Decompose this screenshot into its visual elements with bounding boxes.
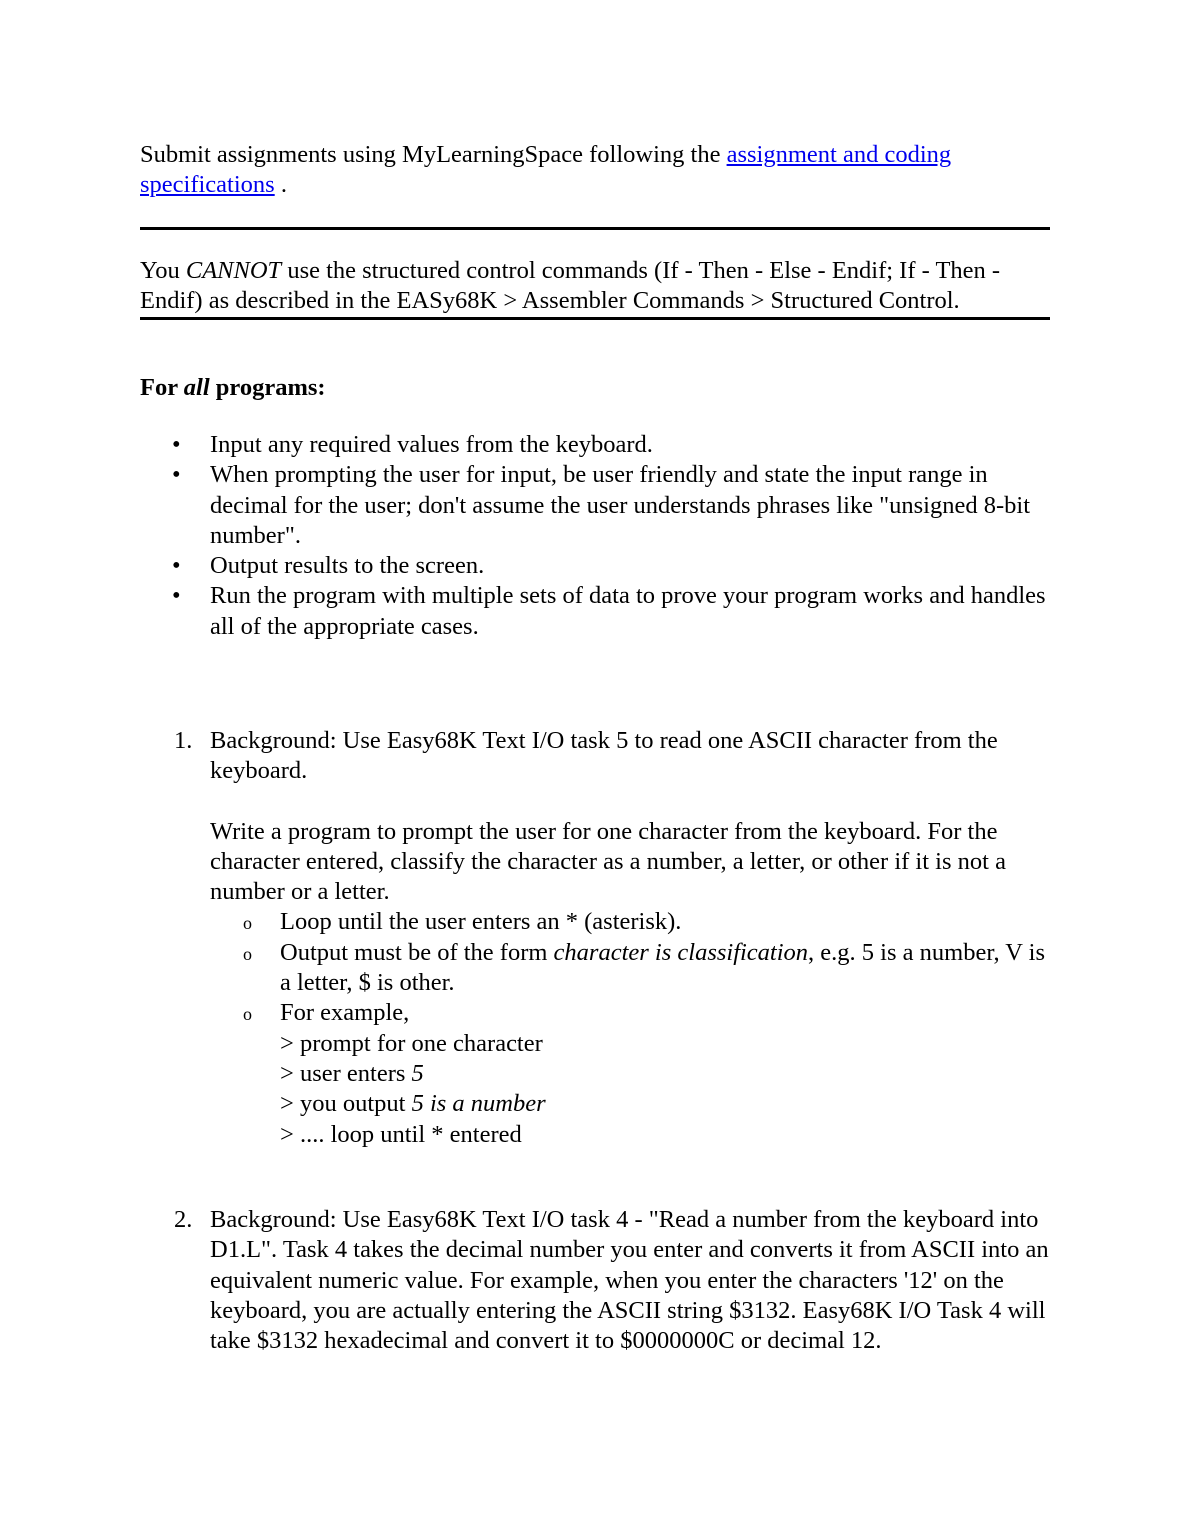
restriction-you: You — [140, 257, 186, 284]
restriction-cannot: CANNOT — [185, 257, 282, 284]
intro-text: Submit assignments using MyLearningSpace following the — [140, 141, 727, 168]
heading-all: all — [183, 374, 210, 401]
example-line-3-value: 5 is a number — [411, 1090, 546, 1118]
circle-bullet-icon: o — [243, 913, 252, 934]
question-number: 1. — [174, 727, 193, 754]
list-item-text: Run the program with multiple sets of data to prove your program works and handles all of the appropriate cases. — [210, 582, 1046, 640]
q1-task: Write a program to prompt the user for one character from the keyboard. For the character entered, classify the character as a number, a letter, or other if it is not a number or a letter. — [210, 817, 1006, 906]
q2-background: Background: Use Easy68K Text I/O task 4 - "Read a number from the keyboard into D1.L". Task 4 takes the decimal number you enter and converts it from ASCII into an equivalent numeric value. For example, when you enter the characters '12' on the keyboard, you are actually entering the ASCII string $3132. Easy68K I/O Task 4 will take $3132 hexadecimal and convert it to $0000000C or decimal 12. — [210, 1206, 1049, 1355]
bullet-icon: • — [172, 431, 181, 458]
sub-item-text: Output must be of the form — [280, 938, 554, 966]
list-item — [140, 460, 1052, 551]
intro-paragraph — [140, 140, 1052, 201]
example-line-1: > prompt for one character — [280, 1029, 543, 1057]
example-line-2-value: 5 — [411, 1059, 424, 1087]
sub-item-text: For example, — [280, 999, 410, 1027]
example-line-4: > .... loop until * entered — [280, 1120, 522, 1148]
sub-item-emphasis: character is classification — [553, 938, 809, 966]
sub-list-item — [210, 907, 1052, 937]
list-item-text: Output results to the screen. — [210, 552, 485, 580]
list-item — [140, 430, 1052, 460]
circle-bullet-icon: o — [243, 1004, 252, 1025]
question-number: 2. — [174, 1206, 193, 1233]
requirements-list — [140, 430, 1052, 642]
example-line-3: > you output — [280, 1090, 412, 1118]
intro-text-end: . — [274, 171, 287, 199]
list-item — [140, 581, 1052, 642]
sub-item-text: Loop until the user enters an * (asterisk). — [280, 908, 682, 936]
restriction-text: use the structured control commands (If - Then - Else - Endif; If - Then - Endif) as described in the EASy68K > Assembler Commands > Structured Control. — [140, 257, 1001, 315]
bullet-icon: • — [172, 461, 181, 489]
list-item-text: When prompting the user for input, be user friendly and state the input range in decimal for the user; don't assume the user understands phrases like "unsigned 8-bit number". — [210, 461, 1030, 549]
example-line-2: > user enters — [280, 1059, 412, 1087]
restriction-paragraph — [140, 256, 1052, 317]
heading-rest: programs: — [209, 374, 326, 401]
q1-background: Background: Use Easy68K Text I/O task 5 to read one ASCII character from the keyboard. — [210, 727, 998, 785]
horizontal-rule-bottom — [140, 317, 1050, 320]
question-2 — [140, 1205, 1052, 1356]
bullet-icon: • — [172, 552, 181, 580]
sub-item-text-end: , e.g. 5 is a number, V is a letter, $ is other. — [280, 938, 1046, 997]
question-1 — [140, 726, 1052, 1150]
q1-sublist — [210, 907, 1052, 1149]
all-programs-heading — [140, 373, 1052, 403]
assignment-specs-link[interactable]: assignment and coding specifications — [140, 141, 952, 199]
circle-bullet-icon: o — [243, 943, 252, 964]
horizontal-rule-top — [140, 227, 1050, 230]
list-item-text: Input any required values from the keyboard. — [210, 431, 653, 458]
heading-for: For — [140, 374, 184, 401]
sub-list-item — [210, 998, 1052, 1149]
sub-list-item — [210, 938, 1052, 999]
list-item — [140, 551, 1052, 581]
bullet-icon: • — [172, 582, 181, 610]
